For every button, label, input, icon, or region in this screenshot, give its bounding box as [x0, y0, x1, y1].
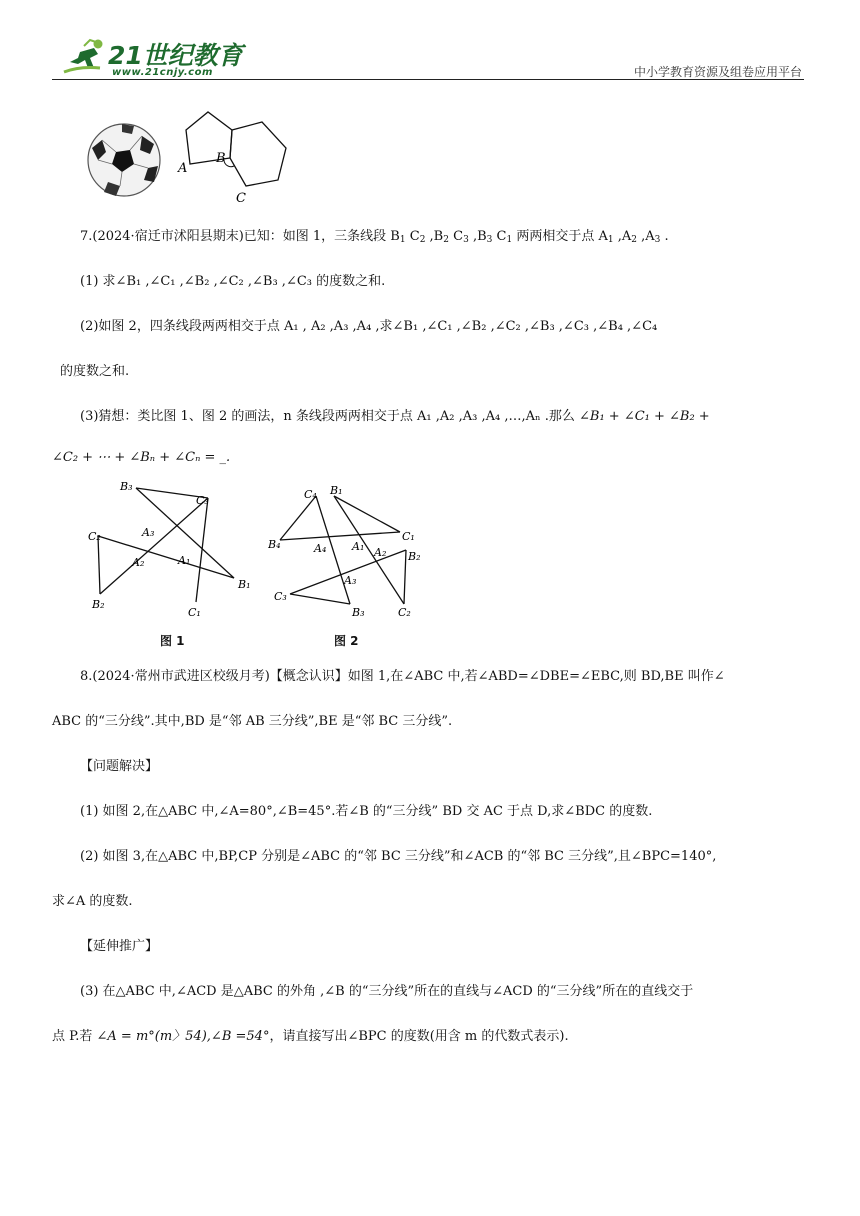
fig1-label-c3: C₃ — [196, 494, 209, 507]
fig-top-label-c: C — [236, 191, 246, 204]
q7-figure-1 — [84, 476, 264, 651]
soccer-ball-figure — [86, 122, 162, 198]
soccer-ball-icon — [86, 122, 162, 198]
fig-top-label-a: A — [178, 161, 188, 176]
header-platform-text: 中小学教育资源及组卷应用平台 — [633, 65, 802, 79]
pentagon-hexagon-figure — [176, 108, 296, 204]
fig2-label-b1: B₁ — [330, 484, 343, 497]
fig1-label-b3: B₃ — [120, 480, 133, 493]
q8-line-7: 点 P.若 ∠A = m°(m〉54),∠B =54°，请直接写出∠BPC 的度数(用含 m 的代数式表示). — [52, 1029, 569, 1044]
fig2-label-c1: C₁ — [402, 530, 415, 543]
header-divider — [52, 79, 804, 80]
header-logo — [60, 38, 106, 78]
fig2-label-c4: C₄ — [304, 488, 317, 501]
q7-figure-1-caption: 图 1 — [160, 634, 185, 648]
fig2-label-a2: A₂ — [374, 546, 387, 559]
logo-url: www.21cnjy.com — [112, 67, 213, 78]
q7-line-5: (3)猜想：类比图 1、图 2 的画法，n 条线段两两相交于点 A₁ ,A₂ ,A₃ ,A₄ ,…,Aₙ .那么 ∠B₁ + ∠C₁ + ∠B₂ + — [80, 409, 710, 424]
q8-line-5: 求∠A 的度数. — [52, 894, 133, 909]
fig1-label-b1: B₁ — [238, 578, 251, 591]
fig2-label-b4: B₄ — [268, 538, 281, 551]
q8-line-6: (3) 在△ABC 中,∠ACD 是△ABC 的外角 ,∠B 的“三分线”所在的直线与∠ACD 的“三分线”所在的直线交于 — [80, 984, 694, 999]
q7-line-6: ∠C₂ + ⋯ + ∠Bₙ + ∠Cₙ = _. — [52, 450, 231, 465]
fig1-label-c2: C₂ — [88, 530, 101, 543]
logo-text: 21世纪教育 — [108, 41, 243, 70]
fig2-label-c3: C₃ — [274, 590, 287, 603]
q8-line-4: (2) 如图 3,在△ABC 中,BP,CP 分别是∠ABC 的“邻 BC 三分线”和∠ACB 的“邻 BC 三分线”,且∠BPC=140°, — [80, 849, 717, 864]
fig1-label-a1: A₁ — [178, 554, 191, 567]
runner-logo-icon — [60, 38, 106, 78]
q8-line-2: ABC 的“三分线”.其中,BD 是“邻 AB 三分线”,BE 是“邻 BC 三分线”. — [52, 714, 453, 729]
q7-figure-2-caption: 图 2 — [334, 634, 359, 648]
fig2-label-a4: A₄ — [314, 542, 327, 555]
fig1-label-b2: B₂ — [92, 598, 105, 611]
fig1-label-c1: C₁ — [188, 606, 201, 619]
fig-top-label-b: B — [216, 151, 226, 166]
fig1-label-a2: A₂ — [132, 556, 145, 569]
q7-figure-2 — [268, 480, 438, 620]
q7-line-1: 7.(2024·宿迁市沭阳县期末)已知：如图 1，三条线段 $B_1$ $C_2$ $,B_2$ $C_3$ $,B_3$ $C_1$ 两两相交于点 $A_1$ $,A_2$ $,A_3$ . — [80, 229, 669, 245]
q7-line-3: (2)如图 2，四条线段两两相交于点 A₁ , A₂ ,A₃ ,A₄ ,求∠B₁ ,∠C₁ ,∠B₂ ,∠C₂ ,∠B₃ ,∠C₃ ,∠B₄ ,∠C₄ — [80, 319, 658, 334]
q7-line-2: (1) 求∠B₁ ,∠C₁ ,∠B₂ ,∠C₂ ,∠B₃ ,∠C₃ 的度数之和. — [80, 274, 386, 289]
fig1-label-a3: A₃ — [142, 526, 155, 539]
fig2-label-a1: A₁ — [352, 540, 365, 553]
q8-section-extension: 【延伸推广】 — [80, 939, 159, 954]
fig2-label-c2: C₂ — [398, 606, 411, 619]
fig2-label-b3: B₃ — [352, 606, 365, 619]
q8-section-problem: 【问题解决】 — [80, 759, 159, 774]
fig2-label-a3: A₃ — [344, 574, 357, 587]
q8-line-3: (1) 如图 2,在△ABC 中,∠A=80°,∠B=45°.若∠B 的“三分线” BD 交 AC 于点 D,求∠BDC 的度数. — [80, 804, 653, 819]
fig2-label-b2: B₂ — [408, 550, 421, 563]
q8-line-1: 8.(2024·常州市武进区校级月考)【概念认识】如图 1,在∠ABC 中,若∠ABD=∠DBE=∠EBC,则 BD,BE 叫作∠ — [80, 669, 725, 684]
q7-line-4: 的度数之和. — [60, 364, 130, 379]
